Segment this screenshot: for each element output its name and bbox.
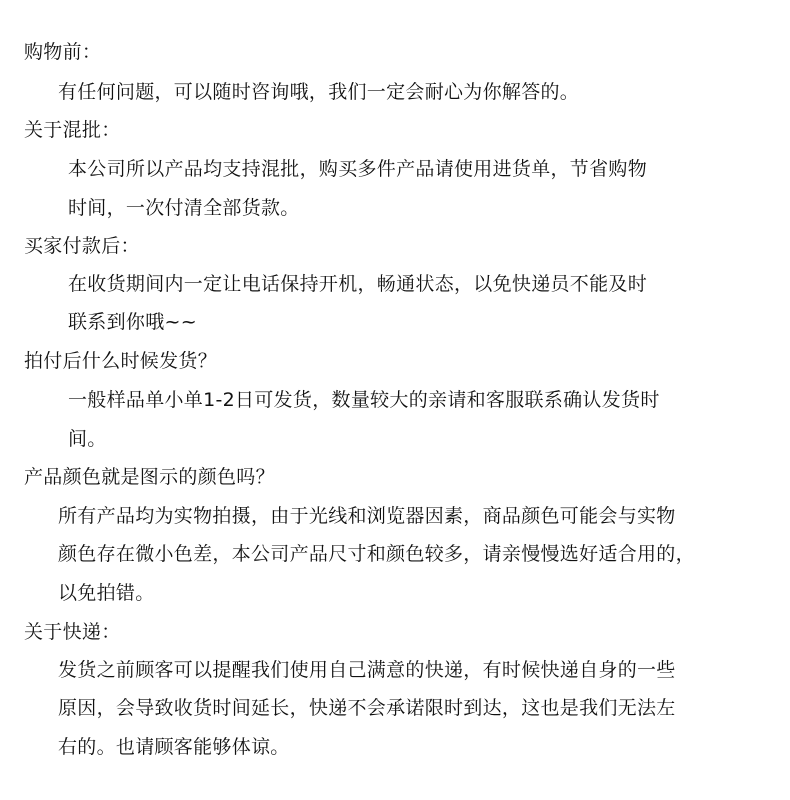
section-heading: 拍付后什么时候发货？: [24, 350, 218, 372]
section-text: 原因，会导致收货时间延长，快递不会承诺限时到达，这也是我们无法左: [58, 697, 676, 719]
section-text: 本公司所以产品均支持混批，购买多件产品请使用进货单，节省购物: [68, 158, 648, 180]
section-text: 有任何问题，可以随时咨询哦，我们一定会耐心为你解答的。: [58, 81, 580, 103]
section-text: 以免拍错。: [58, 582, 155, 604]
section-text: 时间，一次付清全部货款。: [68, 197, 300, 219]
section-text: 在收货期间内一定让电话保持开机，畅通状态，以免快递员不能及时: [68, 273, 648, 295]
section-heading: 购物前：: [24, 41, 102, 63]
section-heading: 关于混批：: [24, 119, 121, 141]
section-text: 联系到你哦~~: [68, 311, 197, 333]
section-heading: 买家付款后：: [24, 235, 140, 257]
section-heading: 关于快递：: [24, 621, 121, 643]
section-text: 右的。也请顾客能够体谅。: [58, 736, 290, 758]
section-text: 间。: [68, 428, 107, 450]
section-text: 所有产品均为实物拍摄，由于光线和浏览器因素，商品颜色可能会与实物: [58, 505, 676, 527]
section-heading: 产品颜色就是图示的颜色吗？: [24, 466, 275, 488]
section-text: 颜色存在微小色差，本公司产品尺寸和颜色较多，请亲慢慢选好适合用的，: [58, 543, 695, 565]
section-text: 发货之前顾客可以提醒我们使用自己满意的快递，有时候快递自身的一些: [58, 659, 676, 681]
section-text: 一般样品单小单1-2日可发货，数量较大的亲请和客服联系确认发货时: [68, 389, 660, 411]
